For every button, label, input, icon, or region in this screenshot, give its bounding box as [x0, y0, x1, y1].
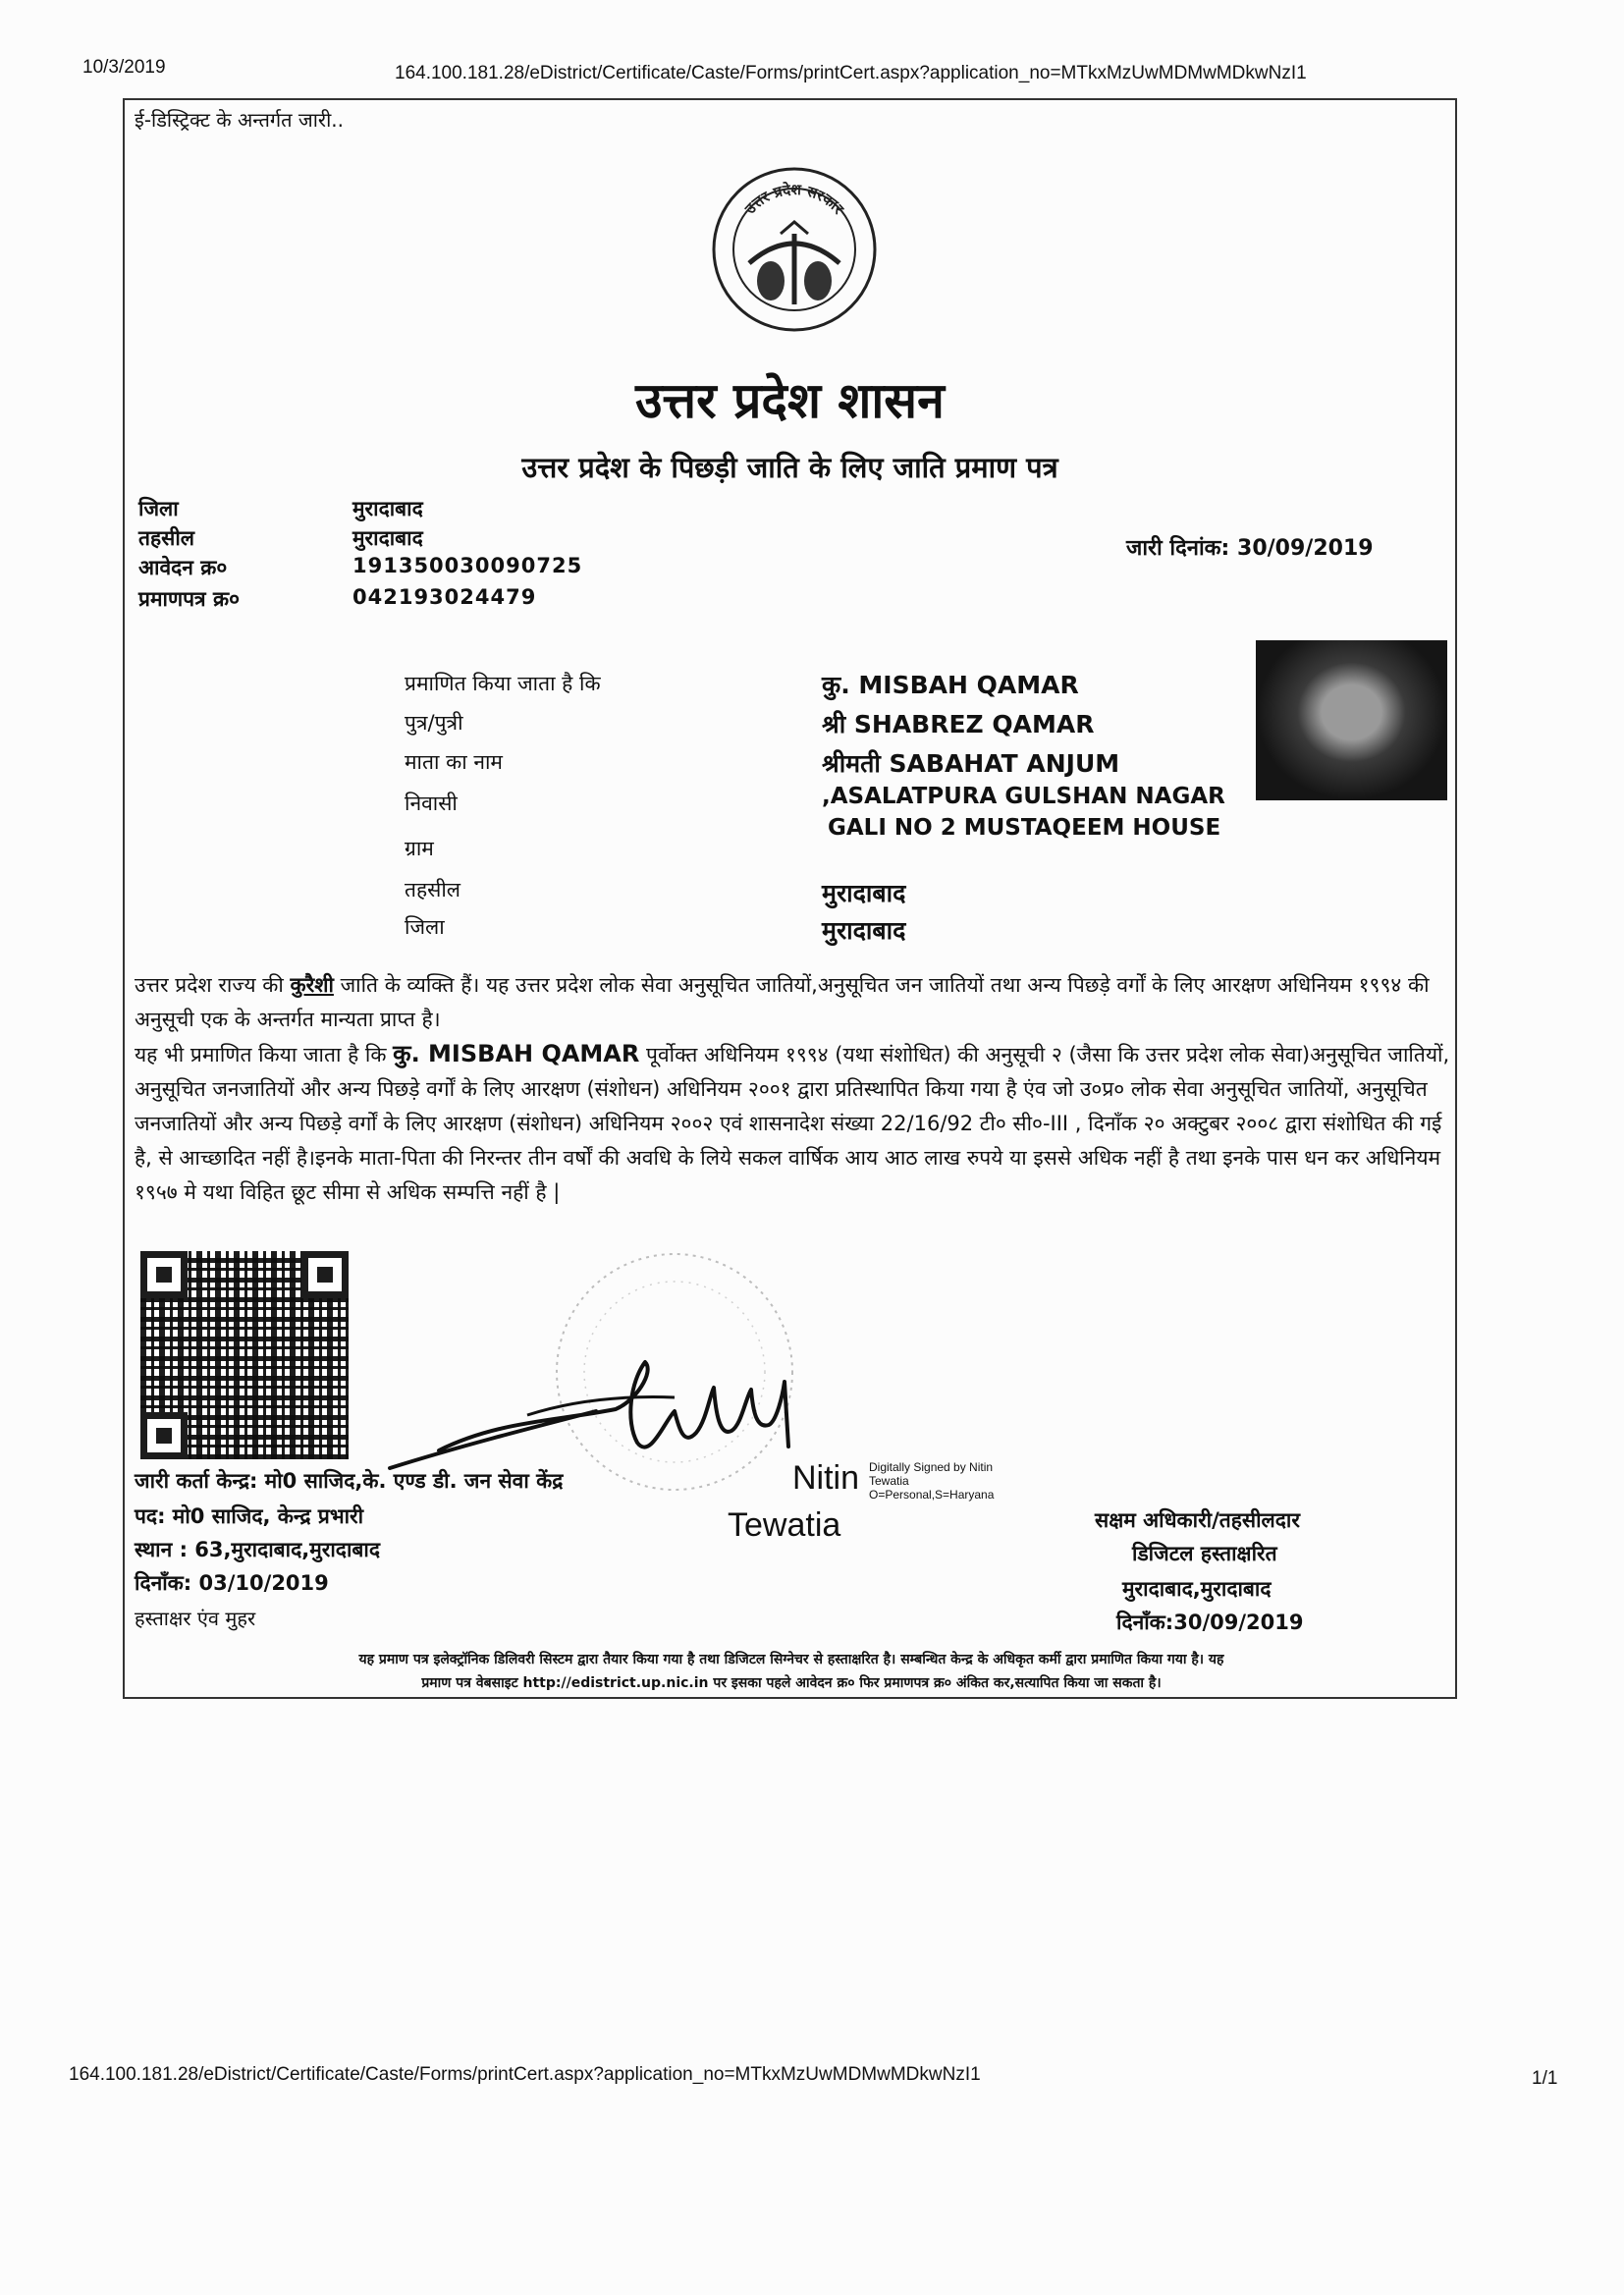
- authority-date-value: 30/09/2019: [1173, 1611, 1304, 1634]
- qr-finder: [301, 1251, 349, 1298]
- emblem-text: उत्तर प्रदेश सरकार: [741, 180, 848, 218]
- dsig-details: Digitally Signed by Nitin Tewatia O=Personal,S=Haryana: [869, 1460, 995, 1502]
- issuer-centre: जारी कर्ता केन्द्र: मो0 साजिद,के. एण्ड डी. जन सेवा केंद्र: [135, 1469, 564, 1493]
- issue-date: [1126, 532, 1374, 562]
- detail-resident-label: निवासी: [405, 792, 458, 815]
- svg-text:उत्तर प्रदेश सरकार: [740, 181, 847, 218]
- issuer-date-label: दिनाँक:: [135, 1571, 192, 1595]
- detail-district-label: जिला: [405, 915, 445, 939]
- detail-address-line2: GALI NO 2 MUSTAQEEM HOUSE: [828, 815, 1221, 841]
- detail-tehsil-label: तहसील: [405, 878, 460, 902]
- issuer-sign-label: हस्ताक्षर एंव मुहर: [135, 1607, 256, 1630]
- authority-signed: डिजिटल हस्ताक्षरित: [1132, 1542, 1277, 1565]
- caste-paragraph: उत्तर प्रदेश राज्य की कुरैशी जाति के व्यक्ति हैं। यह उत्तर प्रदेश लोक सेवा अनुसूचित जातियों,अनुसूचित जन जातियों तथा अन्य पिछड़े वर्गों के लिए आरक्षण अधिनियम १९९४ की अनुसूची एक के अन्तर्गत मान्यता प्राप्त है।: [135, 973, 1430, 1031]
- certificate-frame: [123, 98, 1457, 1699]
- issue-date-value: 30/09/2019: [1237, 536, 1374, 561]
- meta-district-value: मुरादाबाद: [352, 497, 423, 520]
- detail-mother-label: माता का नाम: [405, 750, 503, 774]
- print-url-header: 164.100.181.28/eDistrict/Certificate/Caste/Forms/printCert.aspx?application_no=MTkxMzUwMDMwMDkwNzI1: [395, 63, 1307, 83]
- print-page-number: 1/1: [1532, 2068, 1558, 2089]
- detail-father-value: श्री SHABREZ QAMAR: [822, 710, 1095, 738]
- detail-name-value: कु. MISBAH QAMAR: [822, 671, 1079, 699]
- meta-tehsil-label: तहसील: [138, 526, 194, 550]
- detail-village-label: ग्राम: [405, 837, 434, 860]
- detail-mother-value: श्रीमती SABAHAT ANJUM: [822, 749, 1120, 778]
- detail-address-line1: ,ASALATPURA GULSHAN NAGAR: [822, 784, 1225, 809]
- certificate-subtitle: उत्तर प्रदेश के पिछड़ी जाति के लिए जाति प्रमाण पत्र: [521, 451, 1058, 484]
- dsig-name-line2: Tewatia: [728, 1506, 841, 1544]
- detail-tehsil-value: मुरादाबाद: [822, 879, 906, 907]
- issuer-designation: पद: मो0 साजिद, केन्द्र प्रभारी: [135, 1504, 364, 1528]
- issuer-date: [135, 1569, 329, 1597]
- dsig-name-line1: Nitin: [792, 1459, 860, 1497]
- authority-date: [1116, 1609, 1303, 1636]
- applicant-photo: [1256, 640, 1447, 800]
- qr-finder: [140, 1412, 188, 1459]
- meta-tehsil-value: मुरादाबाद: [352, 526, 423, 550]
- issuer-place: स्थान : 63,मुरादाबाद,मुरादाबाद: [135, 1538, 380, 1561]
- handwritten-signature: [380, 1352, 832, 1480]
- issued-under-note: ई-डिस्ट्रिक्ट के अन्तर्गत जारी..: [135, 108, 344, 132]
- certificate-title: उत्तर प्रदेश शासन: [635, 372, 945, 429]
- qr-code: [140, 1251, 349, 1459]
- applicant-name-inline: कु. MISBAH QAMAR: [393, 1040, 640, 1067]
- verification-note: यह प्रमाण पत्र इलेक्ट्रॉनिक डिलिवरी सिस्टम द्वारा तैयार किया गया है तथा डिजिटल सिग्नेचर से हस्ताक्षरित है। सम्बन्धित केन्द्र के अधिकृत कर्मी द्वारा प्रमाणित किया गया है। यह प्रमाण पत्र वेबसाइट http://edistrict.up.nic.in पर इसका पहले आवेदन क्र० फिर प्रमाणपत्र क्र० अंकित कर,सत्यापित किया जा सकता है।: [358, 1652, 1224, 1691]
- meta-certificate-label: प्रमाणपत्र क्र०: [138, 587, 241, 611]
- print-date: 10/3/2019: [82, 57, 166, 78]
- meta-certificate-value: 042193024479: [352, 585, 537, 609]
- certification-paragraph: यह भी प्रमाणित किया जाता है कि कु. MISBAH QAMAR पूर्वोक्त अधिनियम १९९४ (यथा संशोधित) की अनुसूची २ (जैसा कि उत्तर प्रदेश लोक सेवा)अनुसूचित जातियों, अनुसूचित जनजातियों और अन्य पिछड़े वर्गों के लिए आरक्षण (संशोधन) अधिनियम २००१ द्वारा प्रतिस्थापित किया गया है एंव जो उ०प्र० लोक सेवा अनुसूचित जातियों, अनुसूचित जनजातियों और अन्य पिछड़े वर्गों के लिए आरक्षण (संशोधन) अधिनियम २००२ एवं शासनादेश संख्या 22/16/92 टी० सी०-III , दिनाँक २० अक्टुबर २००८ द्वारा संशोधित की गई है, से आच्छादित नहीं है।इनके माता-पिता की निरन्तर तीन वर्षों की अवधि के लिये सकल वार्षिक आय आठ लाख रुपये या इससे अधिक नहीं है तथा इनके पास धन कर अधिनियम १९५७ मे यथा विहित छूट सीमा से अधिक सम्पत्ति नहीं है |: [135, 1040, 1450, 1204]
- print-url-footer: 164.100.181.28/eDistrict/Certificate/Caste/Forms/printCert.aspx?application_no=MTkxMzUwMDMwMDkwNzI1: [69, 2064, 981, 2085]
- meta-application-label: आवेदन क्र०: [138, 556, 228, 579]
- issuer-date-value: 03/10/2019: [198, 1571, 329, 1595]
- authority-date-label: दिनाँक:: [1116, 1611, 1174, 1634]
- detail-certified-label: प्रमाणित किया जाता है कि: [405, 672, 601, 695]
- authority-title: सक्षम अधिकारी/तहसीलदार: [1095, 1508, 1300, 1532]
- meta-district-label: जिला: [138, 497, 179, 520]
- authority-place: मुरादाबाद,मुरादाबाद: [1122, 1577, 1272, 1601]
- meta-application-value: 191350030090725: [352, 554, 583, 577]
- caste-name: कुरैशी: [290, 973, 334, 997]
- detail-district-value: मुरादाबाद: [822, 916, 906, 945]
- detail-parent-label: पुत्र/पुत्री: [405, 711, 463, 735]
- qr-finder: [140, 1251, 188, 1298]
- issue-date-label: जारी दिनांक:: [1126, 536, 1230, 561]
- up-emblem-icon: [710, 165, 879, 334]
